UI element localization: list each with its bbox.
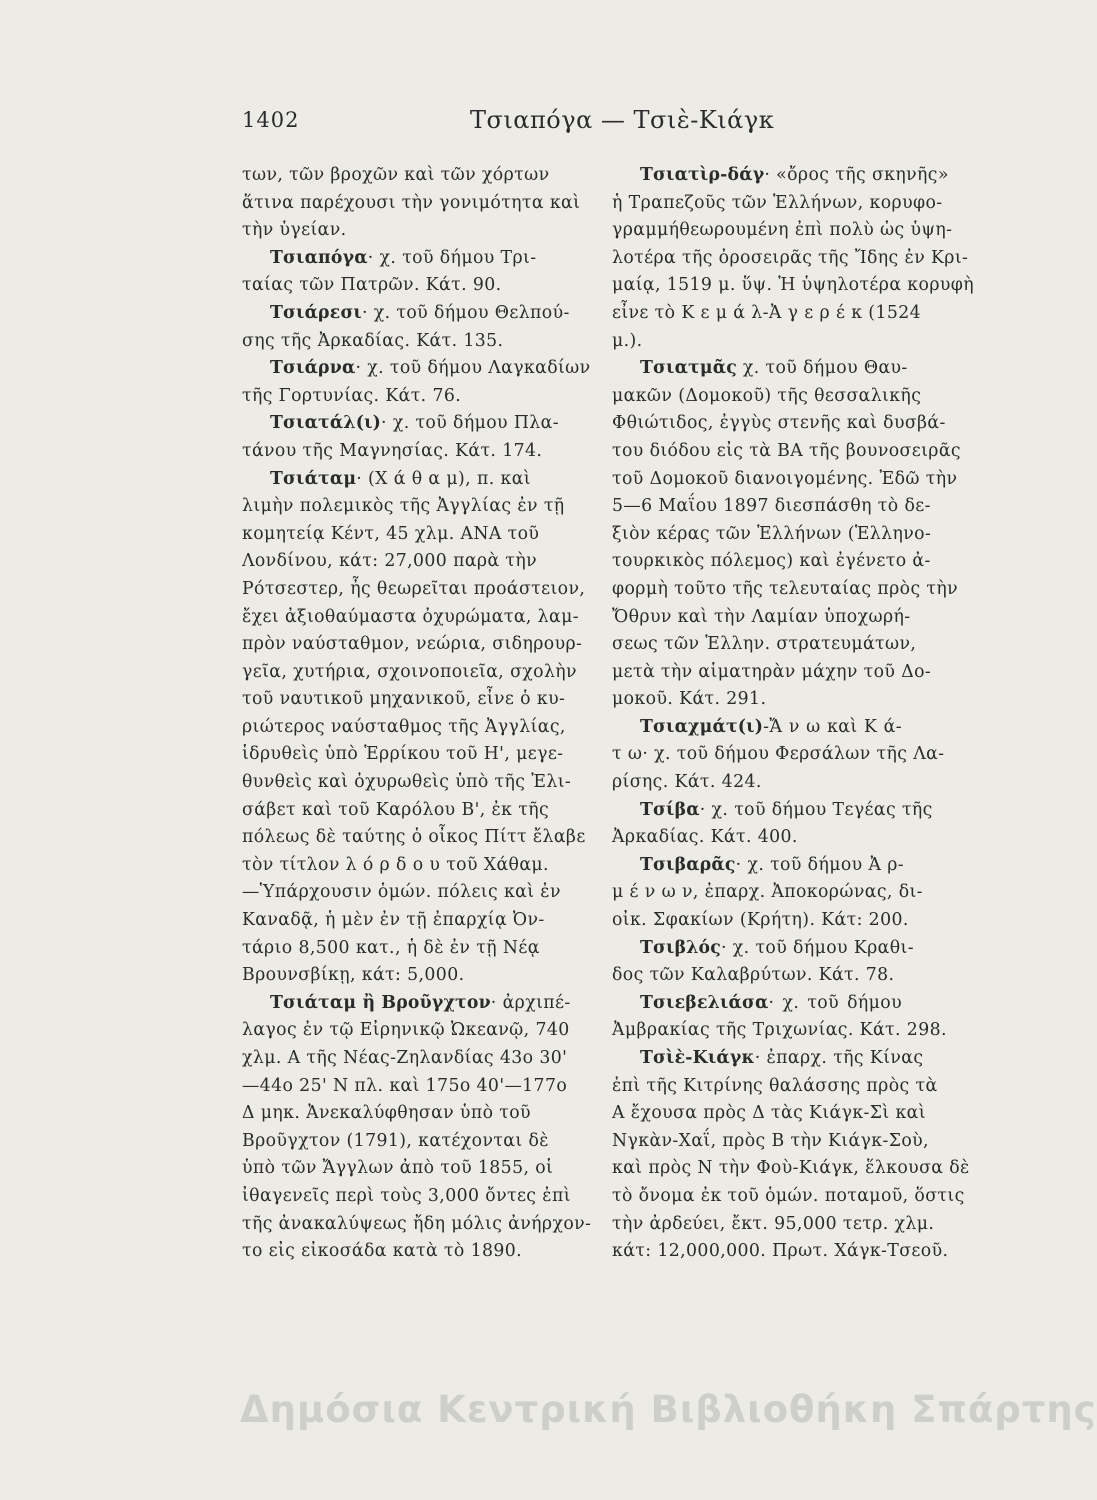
entry-line: θυνθεὶς καὶ ὀχυρωθεὶς ὑπὸ τῆς Ἐλι-	[242, 772, 572, 793]
entry-line: τὴν ἀρδεύει, ἔκτ. 95,000 τετρ. χλμ.	[612, 1213, 935, 1234]
entry-line: κομητείᾳ Κέντ, 45 χλμ. ΑΝΑ τοῦ	[242, 523, 540, 544]
entry-headword: Τσιατὶρ-δάγ	[640, 165, 765, 185]
entry-line: ταίας τῶν Πατρῶν. Κάτ. 90.	[242, 275, 502, 296]
entry-line: Ρότσεστερ, ἧς θεωρεῖται προάστειον,	[242, 578, 586, 599]
dictionary-entry	[612, 852, 923, 935]
entry-line: μοκοῦ. Κάτ. 291.	[612, 689, 767, 710]
entry-line: σεως τῶν Ἑλλην. στρατευμάτων,	[612, 634, 917, 655]
entry-line: φορμὴ τοῦτο τῆς τελευταίας πρὸς τὴν	[612, 578, 959, 599]
entry-line: Τσιατὶρ-δάγ· «ὄρος τῆς σκηνῆς»	[640, 165, 949, 185]
entry-headword: Τσιάταμ ἢ Βροῦγχτον	[270, 992, 491, 1013]
entry-headword: Τσιβαρᾶς	[640, 854, 736, 875]
dictionary-entry	[242, 466, 586, 990]
entry-line: Δ μηκ. Ἀνεκαλύφθησαν ὑπὸ τοῦ	[242, 1103, 531, 1124]
entry-headword: Τσιάρνα	[270, 358, 356, 379]
entry-line: εἶνε τὸ Κ ε μ ά λ-Ἀ γ ε ρ έ κ (1524	[612, 302, 922, 323]
entry-line: λοτέρα τῆς ὀροσειρᾶς τῆς Ἴδης ἐν Κρι-	[612, 247, 969, 268]
entry-line: Ἀμβρακίας τῆς Τριχωνίας. Κάτ. 298.	[612, 1020, 947, 1041]
entry-line: Ἀρκαδίας. Κάτ. 400.	[612, 827, 798, 848]
entry-line: γεῖα, χυτήρια, σχοινοποιεῖα, σχολὴν	[242, 661, 577, 682]
entry-line: ἱδρυθεὶς ὑπὸ Ἑρρίκου τοῦ Η', μεγε-	[242, 744, 564, 765]
entry-line: ἅτινα παρέχουσι τὴν γονιμότητα καὶ	[242, 192, 581, 213]
dictionary-entry	[612, 797, 933, 852]
entry-line: Βρουνσβίκῃ, κάτ: 5,000.	[242, 965, 465, 986]
entry-line: τ ω· χ. τοῦ δήμου Φερσάλων τῆς Λα-	[612, 744, 945, 765]
entry-headword: Τσιαπόγα	[270, 247, 368, 268]
entry-line: Τσιάρνα· χ. τοῦ δήμου Λαγκαδίων	[270, 358, 591, 379]
entry-line: τὸ ὄνομα ἐκ τοῦ ὁμών. ποταμοῦ, ὅστις	[612, 1185, 965, 1206]
entry-line: Τσιάταμ ἢ Βροῦγχτον· ἀρχιπέ-	[270, 992, 571, 1013]
entry-line: Ὄθρυν καὶ τὴν Λαμίαν ὑποχωρή-	[612, 606, 911, 627]
running-head: Τσιαπόγα — Τσιὲ-Κιάγκ	[470, 106, 775, 134]
dictionary-entry	[612, 935, 914, 990]
entry-line: Φθιώτιδος, ἐγγὺς στενῆς καὶ δυσβά-	[612, 413, 946, 434]
entry-line: Τσιαπόγα· χ. τοῦ δήμου Τρι-	[270, 247, 537, 268]
entry-line: καὶ πρὸς Ν τὴν Φοὺ-Κιάγκ, ἕλκουσα δὲ	[612, 1158, 970, 1179]
entry-line: Τσιεβελιάσα· χ. τοῦ δήμου	[640, 992, 902, 1013]
entry-line: Νγκὰν-Χαΐ, πρὸς Β τὴν Κιάγκ-Σοὺ,	[612, 1130, 929, 1151]
entry-line: μ.).	[612, 330, 643, 351]
entry-line: ἡ Τραπεζοῦς τῶν Ἑλλήνων, κορυφο-	[612, 192, 943, 213]
entry-line: τῆς Γορτυνίας. Κάτ. 76.	[242, 385, 462, 406]
entry-line: το εἰς εἰκοσάδα κατὰ τὸ 1890.	[242, 1241, 523, 1262]
entry-line: μακῶν (Δομοκοῦ) τῆς θεσσαλικῆς	[612, 385, 922, 406]
entry-line: Τσιάταμ· (Χ ά θ α μ), π. καὶ	[270, 468, 531, 489]
entry-line: —44ο 25' Ν πλ. καὶ 175ο 40'—177ο	[242, 1075, 568, 1096]
entry-line: ριώτερος ναύσταθμος τῆς Ἀγγλίας,	[242, 716, 566, 737]
entry-line: ἰθαγενεῖς περὶ τοὺς 3,000 ὄντες ἐπὶ	[242, 1185, 571, 1206]
entry-line: Α ἔχουσα πρὸς Δ τὰς Κιάγκ-Σὶ καὶ	[612, 1103, 926, 1124]
entry-headword: Τσιάταμ	[270, 468, 357, 489]
entry-line: οἰκ. Σφακίων (Κρήτη). Κάτ: 200.	[612, 910, 909, 931]
entry-headword: Τσιαχμάτ(ι)	[640, 716, 764, 737]
entry-line: πρὸν ναύσταθμον, νεώρια, σιδηρουρ-	[242, 634, 583, 655]
entry-line: Τσιατμᾶς χ. τοῦ δήμου Θαυ-	[640, 358, 908, 379]
entry-line: δος τῶν Καλαβρύτων. Κάτ. 78.	[612, 965, 895, 986]
dictionary-entry	[612, 990, 947, 1045]
entry-line: Τσίβα· χ. τοῦ δήμου Τεγέας τῆς	[640, 799, 933, 820]
entry-line: ἔχει ἀξιοθαύμαστα ὀχυρώματα, λαμ-	[242, 606, 579, 627]
entry-line: τουρκικὸς πόλεμος) καὶ ἐγένετο ἀ-	[612, 551, 931, 572]
entry-line: κάτ: 12,000,000. Πρωτ. Χάγκ-Τσεοῦ.	[612, 1241, 949, 1262]
entry-line: χλμ. Α τῆς Νέας-Ζηλανδίας 43ο 30'	[242, 1048, 568, 1068]
entry-line: Λονδίνου, κάτ: 27,000 παρὰ τὴν	[242, 551, 538, 572]
entry-line: Τσιάρεσι· χ. τοῦ δήμου Θελπού-	[270, 302, 570, 323]
entry-line: λαγος ἐν τῷ Εἰρηνικῷ Ὠκεανῷ, 740	[242, 1020, 570, 1041]
entry-line: Τσιατάλ(ι)· χ. τοῦ δήμου Πλα-	[270, 413, 559, 434]
library-watermark: Δημόσια Κεντρική Βιβλιοθήκη Σπάρτης	[240, 1388, 1097, 1431]
page-header	[0, 98, 1055, 142]
entry-line: των, τῶν βροχῶν καὶ τῶν χόρτων	[242, 165, 550, 185]
entry-line: ρίσης. Κάτ. 424.	[612, 772, 762, 793]
dictionary-entry	[242, 300, 570, 355]
entry-line: ἐπὶ τῆς Κιτρίνης θαλάσσης πρὸς τὰ	[612, 1075, 938, 1096]
dictionary-entry	[612, 162, 975, 355]
entry-headword: Τσιάρεσι	[270, 302, 362, 323]
entry-line: τὸν τίτλον λ ό ρ δ ο υ τοῦ Χάθαμ.	[242, 854, 549, 875]
dictionary-entry	[612, 1045, 970, 1266]
entry-headword: Τσιεβελιάσα	[640, 992, 769, 1013]
entry-line: μαίᾳ, 1519 μ. ὕψ. Ἡ ὑψηλοτέρα κορυφὴ	[612, 275, 975, 296]
entry-headword: Τσὶὲ-Κιάγκ	[640, 1048, 755, 1068]
dictionary-entry	[242, 355, 591, 410]
entry-line: σάβετ καὶ τοῦ Καρόλου Β', ἐκ τῆς	[242, 799, 550, 820]
entry-line: Τσιαχμάτ(ι)-Ἄ ν ω καὶ Κ ά-	[640, 716, 902, 737]
entry-line: Βροῦγχτον (1791), κατέχονται δὲ	[242, 1130, 549, 1151]
entry-line: μ έ ν ω ν, ἐπαρχ. Ἀποκορώνας, δι-	[612, 882, 923, 903]
dictionary-entry	[242, 990, 592, 1266]
entry-line: γραμμήθεωρουμένη ἐπὶ πολὺ ὡς ὑψη-	[612, 220, 953, 241]
dictionary-entry	[242, 162, 581, 245]
page-number: 1402	[242, 108, 300, 132]
entry-line: ξιὸν κέρας τῶν Ἑλλήνων (Ἑλληνο-	[612, 523, 932, 544]
entry-line: τῆς ἀνακαλύψεως ἤδη μόλις ἀνήρχον-	[242, 1213, 592, 1234]
left-column	[242, 162, 592, 1266]
dictionary-entry	[612, 355, 961, 714]
entry-line: Τσὶὲ-Κιάγκ· ἐπαρχ. τῆς Κίνας	[640, 1048, 924, 1068]
entry-line: τοῦ ναυτικοῦ μηχανικοῦ, εἶνε ὁ κυ-	[242, 689, 566, 710]
entry-line: τοῦ Δομοκοῦ διανοιγομένης. Ἐδῶ τὴν	[612, 468, 958, 489]
dictionary-entry	[242, 410, 559, 465]
entry-line: τὴν ὑγείαν.	[242, 220, 347, 241]
entry-line: Τσιβαρᾶς· χ. τοῦ δήμου Ἀ ρ-	[640, 854, 905, 875]
entry-headword: Τσιατμᾶς	[640, 358, 737, 379]
entry-line: λιμὴν πολεμικὸς τῆς Ἀγγλίας ἐν τῇ	[242, 496, 565, 517]
entry-line: πόλεως δὲ ταύτης ὁ οἶκος Πίττ ἔλαβε	[242, 827, 586, 848]
entry-line: σης τῆς Ἀρκαδίας. Κάτ. 135.	[242, 330, 504, 351]
right-column	[612, 162, 975, 1266]
entry-headword: Τσιβλός	[640, 937, 722, 958]
entry-line: τάνου τῆς Μαγνησίας. Κάτ. 174.	[242, 440, 543, 461]
entry-line: τάριο 8,500 κατ., ἡ δὲ ἐν τῇ Νέᾳ	[242, 937, 540, 958]
entry-headword: Τσίβα	[640, 799, 700, 820]
entry-line: ὑπὸ τῶν Ἄγγλων ἀπὸ τοῦ 1855, οἱ	[242, 1158, 554, 1179]
entry-line: —Ὑπάρχουσιν ὁμών. πόλεις καὶ ἐν	[242, 882, 561, 903]
dictionary-entry	[612, 714, 945, 797]
dictionary-entry	[242, 245, 537, 300]
entry-line: 5—6 Μαΐου 1897 διεσπάσθη τὸ δε-	[612, 496, 931, 517]
entry-line: του διόδου εἰς τὰ ΒΑ τῆς βουνοσειρᾶς	[612, 440, 961, 461]
entry-line: Τσιβλός· χ. τοῦ δήμου Κραθι-	[640, 937, 914, 958]
entry-line: Καναδᾷ, ἡ μὲν ἐν τῇ ἐπαρχίᾳ Ὀν-	[242, 910, 545, 931]
entry-line: μετὰ τὴν αἱματηρὰν μάχην τοῦ Δο-	[612, 661, 932, 682]
entry-headword: Τσιατάλ(ι)	[270, 413, 382, 434]
